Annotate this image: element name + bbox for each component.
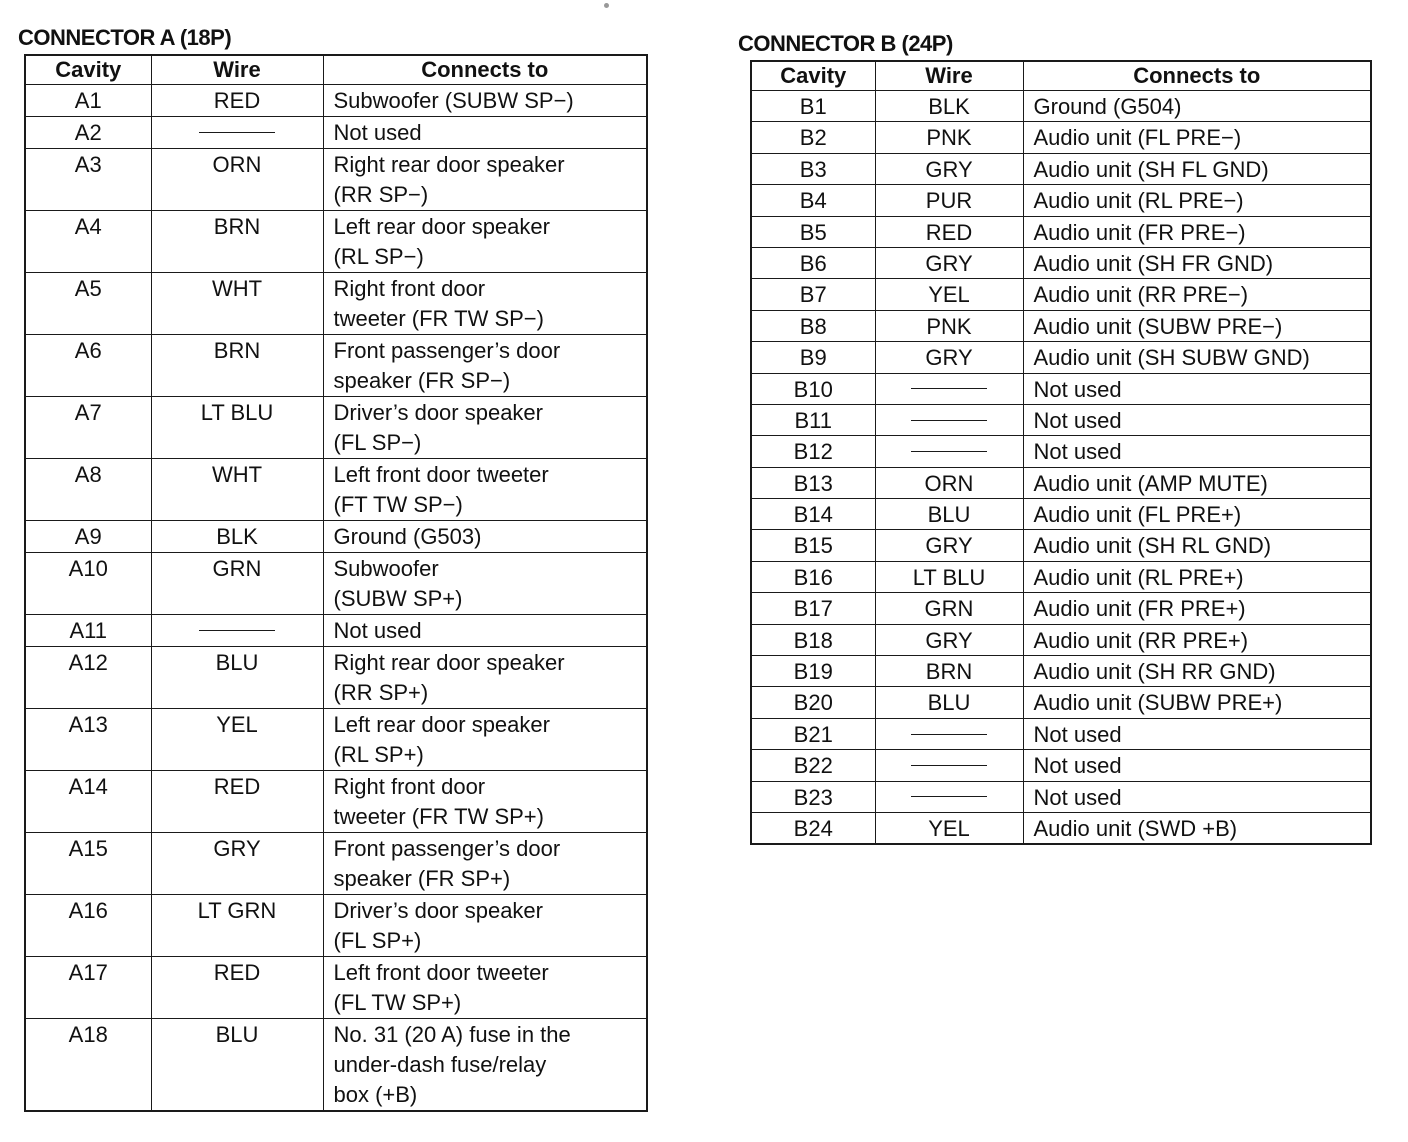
wire-header: Wire xyxy=(875,61,1023,91)
connects-to-cell: Audio unit (RR PRE−) xyxy=(1023,279,1371,310)
wire-cell: LT BLU xyxy=(151,397,323,459)
wire-cell: LT GRN xyxy=(151,895,323,957)
cavity-cell: B22 xyxy=(751,750,875,781)
connects-to-cell: Not used xyxy=(1023,404,1371,435)
table-row xyxy=(25,397,647,459)
cavity-cell: A2 xyxy=(25,117,151,149)
cavity-cell: A13 xyxy=(25,709,151,771)
table-row xyxy=(751,436,1371,467)
table-row xyxy=(751,279,1371,310)
wire-cell: GRY xyxy=(875,153,1023,184)
cavity-cell: B3 xyxy=(751,153,875,184)
table-row xyxy=(25,335,647,397)
wire-header: Wire xyxy=(151,55,323,85)
connector-b-section xyxy=(738,30,1372,845)
connects-to-cell: Subwoofer (SUBW SP+) xyxy=(323,553,647,615)
wire-cell: ORN xyxy=(875,467,1023,498)
table-row xyxy=(25,895,647,957)
cavity-cell: B15 xyxy=(751,530,875,561)
connects-to-cell: Not used xyxy=(1023,750,1371,781)
wire-cell: GRY xyxy=(151,833,323,895)
connects-to-cell: Audio unit (SH FL GND) xyxy=(1023,153,1371,184)
table-row xyxy=(751,310,1371,341)
connects-to-cell: Audio unit (SH RR GND) xyxy=(1023,656,1371,687)
wire-cell: PNK xyxy=(875,310,1023,341)
cavity-cell: B20 xyxy=(751,687,875,718)
connects-to-cell: Not used xyxy=(1023,373,1371,404)
cavity-cell: A14 xyxy=(25,771,151,833)
connects-to-cell: Ground (G503) xyxy=(323,521,647,553)
wire-cell: GRY xyxy=(875,342,1023,373)
connects-to-cell: Audio unit (SWD +B) xyxy=(1023,812,1371,844)
wire-cell xyxy=(875,404,1023,435)
wire-cell: PUR xyxy=(875,185,1023,216)
table-row xyxy=(25,957,647,1019)
connects-to-cell: Right front door tweeter (FR TW SP+) xyxy=(323,771,647,833)
wire-cell: WHT xyxy=(151,459,323,521)
cavity-cell: A10 xyxy=(25,553,151,615)
connects-to-cell: Front passenger’s door speaker (FR SP+) xyxy=(323,833,647,895)
table-row xyxy=(751,342,1371,373)
connects-to-cell: Left rear door speaker (RL SP−) xyxy=(323,211,647,273)
cavity-cell: A15 xyxy=(25,833,151,895)
table-row xyxy=(751,624,1371,655)
wire-cell: BLK xyxy=(875,91,1023,122)
wire-cell: GRN xyxy=(875,593,1023,624)
connects-to-cell: Driver’s door speaker (FL SP−) xyxy=(323,397,647,459)
cavity-cell: B16 xyxy=(751,561,875,592)
cavity-header: Cavity xyxy=(25,55,151,85)
wire-cell: BRN xyxy=(875,656,1023,687)
wire-cell: BLK xyxy=(151,521,323,553)
connector-b-table xyxy=(750,60,1372,845)
no-wire-dash xyxy=(911,388,987,389)
table-row xyxy=(751,718,1371,749)
cavity-cell: B5 xyxy=(751,216,875,247)
wire-cell xyxy=(875,750,1023,781)
connects-to-cell: Left front door tweeter (FT TW SP−) xyxy=(323,459,647,521)
table-row xyxy=(25,85,647,117)
connects-to-cell: Front passenger’s door speaker (FR SP−) xyxy=(323,335,647,397)
wire-cell: RED xyxy=(151,771,323,833)
cavity-cell: B12 xyxy=(751,436,875,467)
table-row xyxy=(751,561,1371,592)
cavity-cell: B9 xyxy=(751,342,875,373)
connects-to-cell: Subwoofer (SUBW SP−) xyxy=(323,85,647,117)
table-row xyxy=(25,1019,647,1112)
scan-speck xyxy=(604,3,609,8)
wire-cell: GRY xyxy=(875,530,1023,561)
connects-to-cell: Audio unit (RL PRE+) xyxy=(1023,561,1371,592)
wire-cell: BLU xyxy=(875,499,1023,530)
cavity-header: Cavity xyxy=(751,61,875,91)
wire-cell xyxy=(151,615,323,647)
connects-to-cell: Audio unit (FR PRE+) xyxy=(1023,593,1371,624)
cavity-cell: B23 xyxy=(751,781,875,812)
table-row xyxy=(751,750,1371,781)
table-row xyxy=(25,273,647,335)
wire-cell: GRN xyxy=(151,553,323,615)
connects-to-header: Connects to xyxy=(1023,61,1371,91)
cavity-cell: A3 xyxy=(25,149,151,211)
cavity-cell: A1 xyxy=(25,85,151,117)
cavity-cell: A6 xyxy=(25,335,151,397)
connects-to-cell: Audio unit (SH SUBW GND) xyxy=(1023,342,1371,373)
table-row xyxy=(751,593,1371,624)
connector-a-title: CONNECTOR A (18P) xyxy=(18,25,232,50)
wire-cell: YEL xyxy=(151,709,323,771)
cavity-cell: B13 xyxy=(751,467,875,498)
wire-cell: LT BLU xyxy=(875,561,1023,592)
wire-cell xyxy=(875,373,1023,404)
table-row xyxy=(25,553,647,615)
wire-cell: BRN xyxy=(151,211,323,273)
wire-cell: WHT xyxy=(151,273,323,335)
wire-cell: ORN xyxy=(151,149,323,211)
no-wire-dash xyxy=(199,630,275,631)
connects-to-cell: Audio unit (FR PRE−) xyxy=(1023,216,1371,247)
table-row xyxy=(751,467,1371,498)
cavity-cell: A12 xyxy=(25,647,151,709)
wire-cell xyxy=(151,117,323,149)
table-row xyxy=(751,216,1371,247)
cavity-cell: B24 xyxy=(751,812,875,844)
header-row xyxy=(25,55,647,85)
connects-to-cell: Not used xyxy=(1023,718,1371,749)
no-wire-dash xyxy=(911,420,987,421)
connector-a-section xyxy=(18,24,648,1112)
table-row xyxy=(751,404,1371,435)
table-row xyxy=(751,247,1371,278)
connects-to-cell: Audio unit (SH FR GND) xyxy=(1023,247,1371,278)
table-row xyxy=(25,771,647,833)
wire-cell: PNK xyxy=(875,122,1023,153)
table-row xyxy=(751,373,1371,404)
wire-cell: YEL xyxy=(875,812,1023,844)
connects-to-cell: Audio unit (FL PRE−) xyxy=(1023,122,1371,153)
connects-to-cell: Ground (G504) xyxy=(1023,91,1371,122)
connects-to-cell: Right rear door speaker (RR SP−) xyxy=(323,149,647,211)
table-row xyxy=(751,91,1371,122)
wire-cell: YEL xyxy=(875,279,1023,310)
table-row xyxy=(751,687,1371,718)
wire-cell xyxy=(875,718,1023,749)
wire-cell: GRY xyxy=(875,624,1023,655)
cavity-cell: B10 xyxy=(751,373,875,404)
connects-to-cell: Audio unit (RR PRE+) xyxy=(1023,624,1371,655)
table-row xyxy=(25,709,647,771)
wire-cell: BLU xyxy=(151,647,323,709)
cavity-cell: B8 xyxy=(751,310,875,341)
connects-to-cell: Driver’s door speaker (FL SP+) xyxy=(323,895,647,957)
cavity-cell: A7 xyxy=(25,397,151,459)
cavity-cell: B6 xyxy=(751,247,875,278)
cavity-cell: B2 xyxy=(751,122,875,153)
wire-cell: GRY xyxy=(875,247,1023,278)
connects-to-cell: Right front door tweeter (FR TW SP−) xyxy=(323,273,647,335)
connects-to-header: Connects to xyxy=(323,55,647,85)
header-row xyxy=(751,61,1371,91)
wire-cell xyxy=(875,436,1023,467)
table-row xyxy=(25,459,647,521)
cavity-cell: A18 xyxy=(25,1019,151,1112)
connector-b-title: CONNECTOR B (24P) xyxy=(738,31,953,56)
connects-to-cell: Audio unit (SUBW PRE−) xyxy=(1023,310,1371,341)
no-wire-dash xyxy=(199,132,275,133)
cavity-cell: B17 xyxy=(751,593,875,624)
table-row xyxy=(25,117,647,149)
table-row xyxy=(751,656,1371,687)
cavity-cell: B11 xyxy=(751,404,875,435)
connects-to-cell: Left front door tweeter (FL TW SP+) xyxy=(323,957,647,1019)
connects-to-cell: Left rear door speaker (RL SP+) xyxy=(323,709,647,771)
connects-to-cell: Audio unit (RL PRE−) xyxy=(1023,185,1371,216)
wire-cell xyxy=(875,781,1023,812)
connects-to-cell: Not used xyxy=(323,615,647,647)
wire-cell: RED xyxy=(151,957,323,1019)
wire-cell: RED xyxy=(875,216,1023,247)
cavity-cell: A4 xyxy=(25,211,151,273)
no-wire-dash xyxy=(911,451,987,452)
table-row xyxy=(25,521,647,553)
table-row xyxy=(751,812,1371,844)
cavity-cell: B4 xyxy=(751,185,875,216)
table-row xyxy=(25,615,647,647)
connects-to-cell: Audio unit (FL PRE+) xyxy=(1023,499,1371,530)
connects-to-cell: Not used xyxy=(323,117,647,149)
cavity-cell: A17 xyxy=(25,957,151,1019)
table-row xyxy=(751,781,1371,812)
cavity-cell: B19 xyxy=(751,656,875,687)
cavity-cell: B21 xyxy=(751,718,875,749)
table-row xyxy=(25,149,647,211)
table-row xyxy=(751,153,1371,184)
connects-to-cell: Audio unit (SH RL GND) xyxy=(1023,530,1371,561)
wire-cell: BLU xyxy=(875,687,1023,718)
cavity-cell: A8 xyxy=(25,459,151,521)
cavity-cell: B7 xyxy=(751,279,875,310)
connector-a-table xyxy=(24,54,648,1112)
connects-to-cell: Audio unit (AMP MUTE) xyxy=(1023,467,1371,498)
no-wire-dash xyxy=(911,796,987,797)
connects-to-cell: Right rear door speaker (RR SP+) xyxy=(323,647,647,709)
wire-cell: BRN xyxy=(151,335,323,397)
table-row xyxy=(751,499,1371,530)
table-row xyxy=(25,833,647,895)
connects-to-cell: No. 31 (20 A) fuse in the under-dash fuse/relay box (+B) xyxy=(323,1019,647,1112)
table-row xyxy=(751,122,1371,153)
cavity-cell: A5 xyxy=(25,273,151,335)
connects-to-cell: Not used xyxy=(1023,436,1371,467)
wire-cell: RED xyxy=(151,85,323,117)
cavity-cell: A9 xyxy=(25,521,151,553)
table-row xyxy=(25,211,647,273)
cavity-cell: B18 xyxy=(751,624,875,655)
cavity-cell: A11 xyxy=(25,615,151,647)
table-row xyxy=(751,530,1371,561)
no-wire-dash xyxy=(911,765,987,766)
table-row xyxy=(751,185,1371,216)
cavity-cell: A16 xyxy=(25,895,151,957)
no-wire-dash xyxy=(911,734,987,735)
connects-to-cell: Audio unit (SUBW PRE+) xyxy=(1023,687,1371,718)
table-row xyxy=(25,647,647,709)
cavity-cell: B14 xyxy=(751,499,875,530)
connects-to-cell: Not used xyxy=(1023,781,1371,812)
wire-cell: BLU xyxy=(151,1019,323,1112)
cavity-cell: B1 xyxy=(751,91,875,122)
